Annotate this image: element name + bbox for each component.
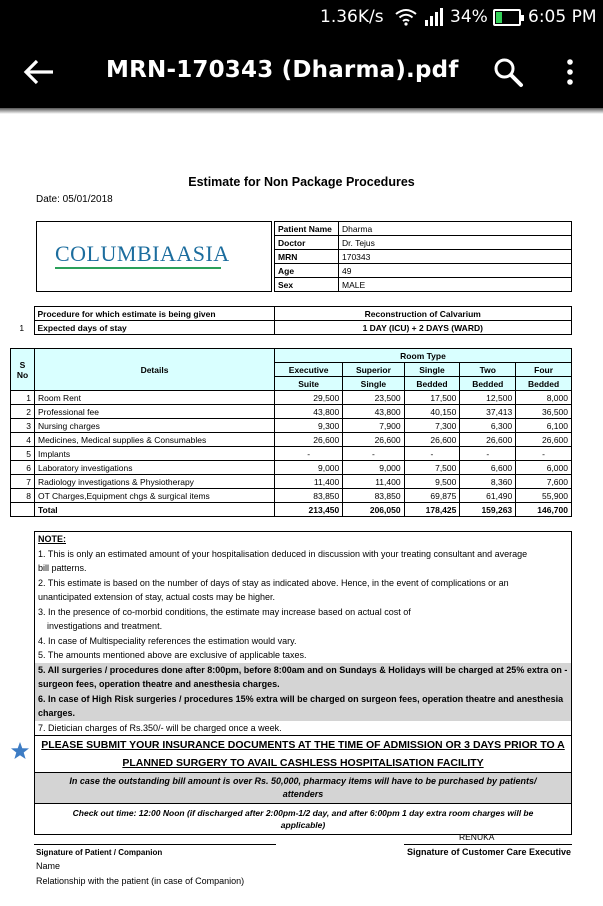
executive-name: RENUKA [459, 832, 495, 842]
network-speed: 1.36K/s [320, 7, 384, 27]
executive-signature-label: Signature of Customer Care Executive [407, 847, 572, 857]
amount-cell: 17,500 [404, 391, 460, 405]
amount-cell: 11,400 [343, 475, 404, 489]
back-arrow-icon[interactable] [22, 58, 56, 86]
amount-cell: - [343, 447, 404, 461]
procedure-label: Procedure for which estimate is being given [34, 307, 274, 321]
logo-underline [55, 267, 221, 269]
note-highlight: 6. In case of High Risk surgeries / procedures 15% extra will be charged on surgeon fees, operation theatre and anesthesia [35, 692, 571, 707]
note-highlight: 5. All surgeries / procedures done after 8:00pm, before 8:00am and on Sundays & Holidays will be charged at 25% extra on - [35, 663, 571, 678]
table-row [11, 447, 572, 461]
total-row [11, 503, 572, 517]
pdf-page [0, 114, 603, 906]
checkout-notice [35, 803, 571, 834]
details-cell: Medicines, Medical supplies & Consumables [35, 433, 275, 447]
column-header: Four [516, 363, 572, 377]
amount-cell: 40,150 [404, 405, 460, 419]
stay-number: 1 [19, 322, 25, 333]
amount-cell: 7,500 [404, 461, 460, 475]
amount-cell: 9,300 [275, 419, 343, 433]
amount-cell: 6,300 [460, 419, 516, 433]
signal-icon [424, 8, 444, 26]
note: 3. In the presence of co-morbid conditions, the estimate may increase based on actual cost of [38, 606, 411, 617]
amount-cell: 43,800 [343, 405, 404, 419]
logo-part-1: COLUMBIA [55, 241, 177, 266]
column-header: Suite [275, 377, 343, 391]
amount-cell: 83,850 [343, 489, 404, 503]
battery-icon [493, 9, 521, 26]
total-cell: 213,450 [275, 503, 343, 517]
amount-cell: 11,400 [275, 475, 343, 489]
logo-box [36, 221, 272, 292]
patient-row [275, 250, 572, 264]
table-row [11, 489, 572, 503]
amount-cell: - [275, 447, 343, 461]
patient-label: MRN [275, 250, 339, 264]
details-cell: Professional fee [35, 405, 275, 419]
column-header: Bedded [516, 377, 572, 391]
amount-cell: 69,875 [404, 489, 460, 503]
sno-cell: 1 [11, 391, 35, 405]
sno-header: S No [11, 349, 35, 391]
table-row [11, 461, 572, 475]
patient-value: MALE [339, 278, 572, 292]
insurance-notice-line: PLEASE SUBMIT YOUR INSURANCE DOCUMENTS AT THE TIME OF ADMISSION OR 3 DAYS PRIOR TO A [41, 739, 565, 751]
amount-cell: 61,490 [460, 489, 516, 503]
note: 1. This is only an estimated amount of your hospitalisation deduced in discussion with your treating consultant and average [38, 548, 528, 559]
patient-value: 49 [339, 264, 572, 278]
patient-value: 170343 [339, 250, 572, 264]
amount-cell: 26,600 [275, 433, 343, 447]
amount-cell: 43,800 [275, 405, 343, 419]
amount-cell: 7,300 [404, 419, 460, 433]
patient-label: Doctor [275, 236, 339, 250]
table-row [11, 475, 572, 489]
notes-box [34, 531, 572, 736]
note: 2. This estimate is based on the number of days of stay as indicated above. Hence, in the event of complications or an [38, 577, 509, 588]
patient-row [275, 236, 572, 250]
estimate-title: Estimate for Non Package Procedures [188, 175, 415, 189]
total-cell: 206,050 [343, 503, 404, 517]
details-cell: OT Charges,Equipment chgs & surgical items [35, 489, 275, 503]
amount-cell: 6,000 [516, 461, 572, 475]
signature-line [34, 844, 276, 845]
details-cell: Implants [35, 447, 275, 461]
amount-cell: 9,000 [275, 461, 343, 475]
amount-cell: 55,900 [516, 489, 572, 503]
patient-value: Dr. Tejus [339, 236, 572, 250]
estimate-table [10, 348, 572, 517]
note-highlight: surgeon fees, operation theatre and anesthesia charges. [35, 677, 571, 692]
stay-value: 1 DAY (ICU) + 2 DAYS (WARD) [274, 321, 572, 335]
search-icon[interactable] [492, 56, 524, 88]
total-cell: 146,700 [516, 503, 572, 517]
checkout-line: applicable) [280, 820, 326, 830]
amount-cell: 37,413 [460, 405, 516, 419]
column-header: Bedded [460, 377, 516, 391]
patient-label: Patient Name [275, 222, 339, 236]
note: unanticipated extension of stay, actual costs may be higher. [38, 592, 275, 602]
patient-info-table [274, 221, 572, 292]
column-header: Two [460, 363, 516, 377]
insurance-notice-box [34, 735, 572, 835]
signature-line [404, 844, 572, 845]
details-cell: Radiology investigations & Physiotherapy [35, 475, 275, 489]
wifi-icon [395, 8, 417, 26]
column-header: Superior [343, 363, 404, 377]
document-title: MRN-170343 (Dharma).pdf [106, 57, 459, 83]
patient-label: Sex [275, 278, 339, 292]
table-row [11, 419, 572, 433]
hospital-logo [55, 241, 230, 267]
details-header: Details [35, 349, 275, 391]
amount-cell: 7,600 [516, 475, 572, 489]
pharmacy-line: In case the outstanding bill amount is over Rs. 50,000, pharmacy items will have to be purchased by patients/ [69, 776, 537, 786]
amount-cell: 36,500 [516, 405, 572, 419]
sno-cell: 4 [11, 433, 35, 447]
amount-cell: 12,500 [460, 391, 516, 405]
column-header: Single [404, 363, 460, 377]
patient-row [275, 278, 572, 292]
sno-cell: 6 [11, 461, 35, 475]
pharmacy-notice [35, 772, 571, 803]
note: 4. In case of Multispeciality references the estimation would vary. [38, 635, 297, 646]
checkout-line: Check out time: 12:00 Noon (if discharged after 2:00pm-1/2 day, and after 6:00pm 1 day extra room charges will be [72, 808, 534, 818]
amount-cell: 9,000 [343, 461, 404, 475]
amount-cell: 8,360 [460, 475, 516, 489]
table-row [11, 433, 572, 447]
column-header: Single [343, 377, 404, 391]
total-label: Total [35, 503, 275, 517]
procedure-table [10, 306, 572, 335]
status-bar [0, 0, 603, 36]
table-row [11, 391, 572, 405]
amount-cell: 26,600 [516, 433, 572, 447]
note: bill patterns. [38, 563, 87, 573]
note-highlight: charges. [35, 706, 571, 721]
total-cell: 159,263 [460, 503, 516, 517]
star-icon [10, 741, 30, 761]
sno-cell: 2 [11, 405, 35, 419]
amount-cell: 26,600 [460, 433, 516, 447]
amount-cell: 8,000 [516, 391, 572, 405]
amount-cell: 23,500 [343, 391, 404, 405]
stay-label: Expected days of stay [34, 321, 274, 335]
amount-cell: - [516, 447, 572, 461]
app-bar [0, 36, 603, 108]
amount-cell: 6,100 [516, 419, 572, 433]
amount-cell: 6,600 [460, 461, 516, 475]
logo-part-2: ASIA [176, 241, 230, 266]
details-cell: Laboratory investigations [35, 461, 275, 475]
estimate-date: Date: 05/01/2018 [36, 194, 113, 205]
more-vert-icon[interactable] [560, 58, 580, 86]
amount-cell: - [460, 447, 516, 461]
table-row [11, 405, 572, 419]
procedure-value: Reconstruction of Calvarium [274, 307, 572, 321]
sno-cell: 8 [11, 489, 35, 503]
amount-cell: - [404, 447, 460, 461]
note: 5. The amounts mentioned above are exclusive of applicable taxes. [38, 650, 307, 660]
battery-percent: 34% [450, 7, 488, 27]
sno-cell: 3 [11, 419, 35, 433]
name-label: Name [36, 861, 61, 871]
relationship-label: Relationship with the patient (in case of Companion) [36, 876, 245, 886]
sno-cell: 7 [11, 475, 35, 489]
amount-cell: 9,500 [404, 475, 460, 489]
column-header: Executive [275, 363, 343, 377]
notes-heading: NOTE: [38, 534, 66, 544]
amount-cell: 26,600 [404, 433, 460, 447]
column-header: Bedded [404, 377, 460, 391]
amount-cell: 7,900 [343, 419, 404, 433]
patient-signature-label: Signature of Patient / Companion [36, 848, 163, 857]
note: investigations and treatment. [47, 621, 163, 631]
amount-cell: 83,850 [275, 489, 343, 503]
note: 7. Dietician charges of Rs.350/- will be charged once a week. [38, 722, 282, 733]
details-cell: Nursing charges [35, 419, 275, 433]
patient-row [275, 264, 572, 278]
details-cell: Room Rent [35, 391, 275, 405]
patient-value: Dharma [339, 222, 572, 236]
sno-cell: 5 [11, 447, 35, 461]
patient-row [275, 222, 572, 236]
pharmacy-line: attenders [282, 789, 324, 799]
room-type-header: Room Type [275, 349, 572, 363]
amount-cell: 26,600 [343, 433, 404, 447]
total-cell: 178,425 [404, 503, 460, 517]
amount-cell: 29,500 [275, 391, 343, 405]
patient-label: Age [275, 264, 339, 278]
insurance-notice-line: PLANNED SURGERY TO AVAIL CASHLESS HOSPITALISATION FACILITY [122, 757, 484, 769]
clock: 6:05 PM [528, 7, 597, 27]
